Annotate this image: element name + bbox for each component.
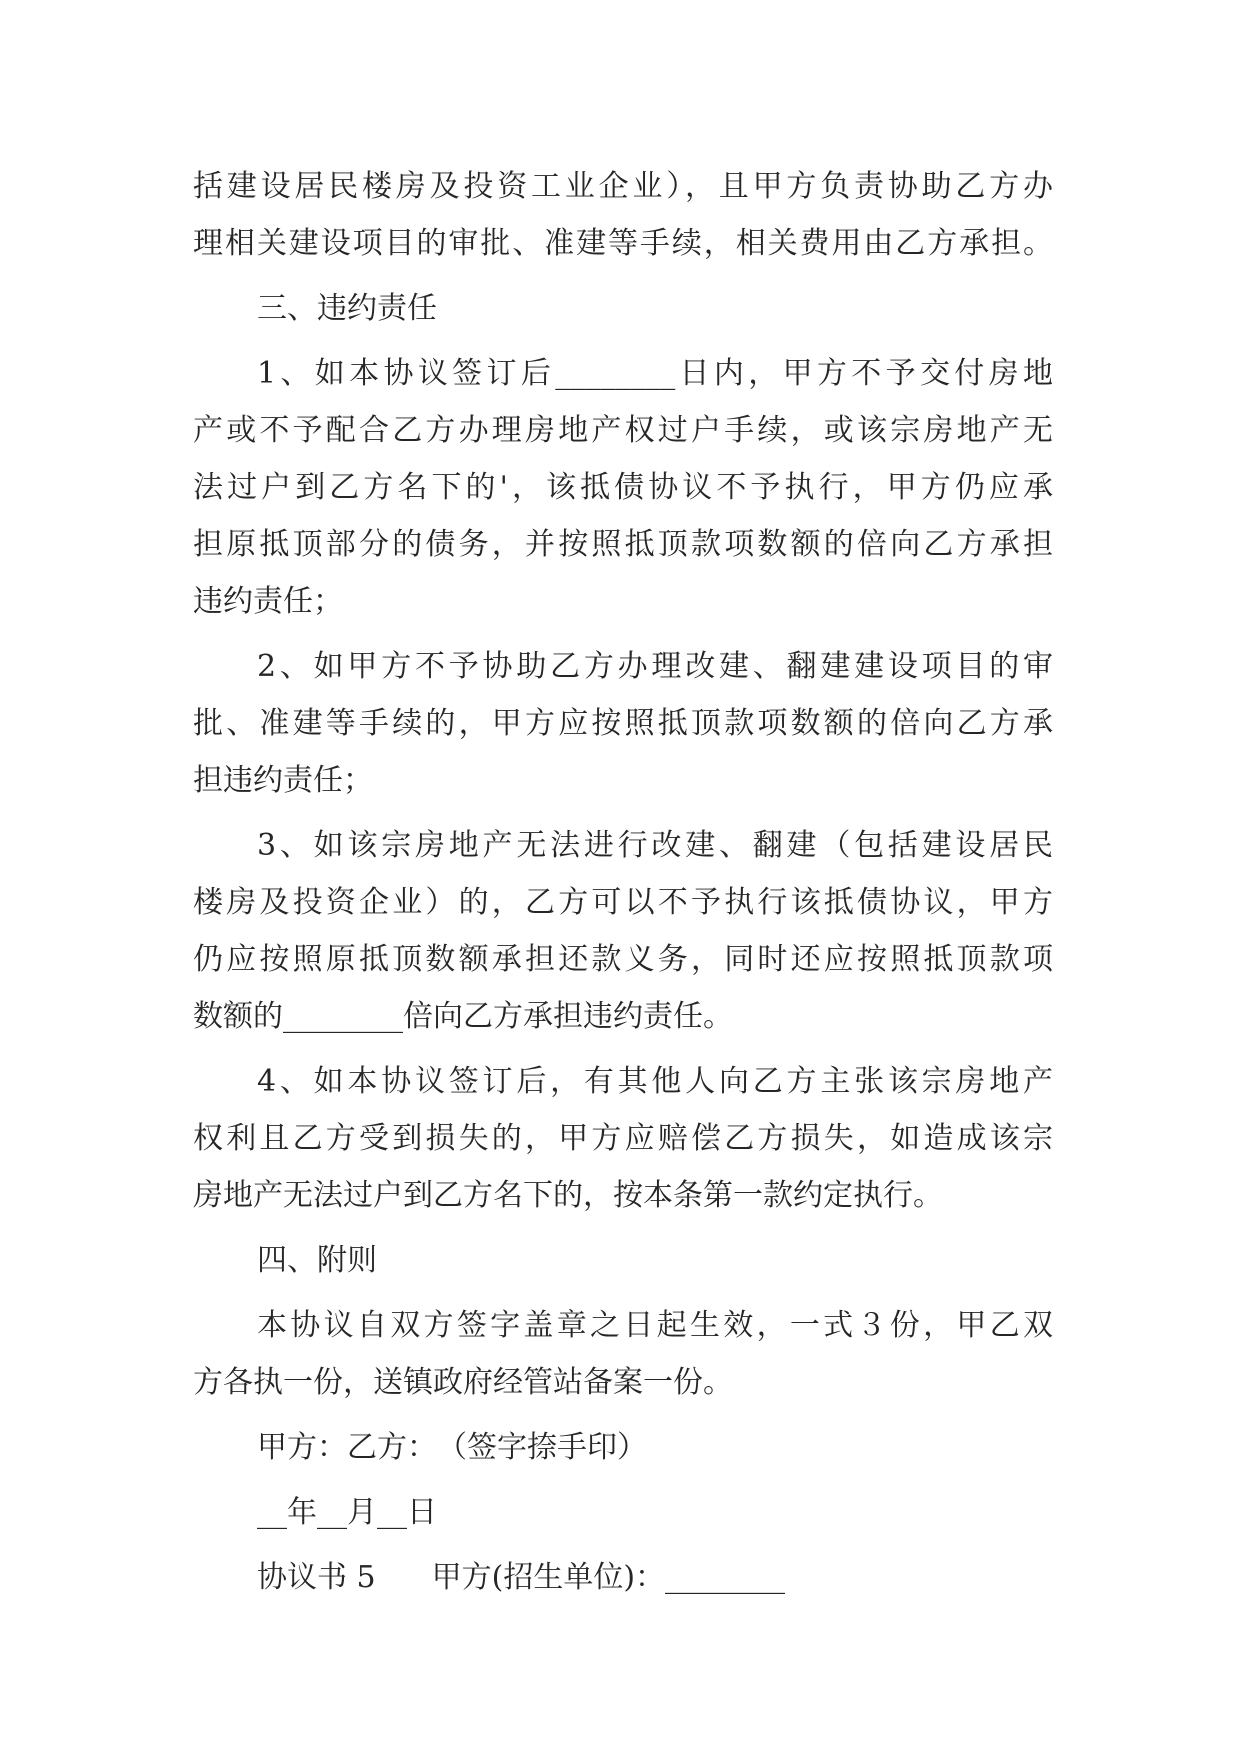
- paragraph-line: 3、如该宗房地产无法进行改建、翻建（包括建设居民: [257, 828, 1053, 863]
- section-heading: 三、违约责任: [257, 291, 437, 326]
- date-line: __年__月__日: [257, 1495, 437, 1530]
- paragraph-line: 产或不予配合乙方办理房地产权过户手续，或该宗房地产无: [193, 413, 1053, 448]
- document-page: [193, 158, 1053, 1606]
- paragraph-line: 仍应按照原抵顶数额承担还款义务，同时还应按照抵顶款项: [193, 942, 1053, 977]
- paragraph-line: 担违约责任；: [193, 763, 373, 798]
- party-a-field: 甲方(招生单位)：________: [431, 1560, 786, 1595]
- paragraph-line: 法过户到乙方名下的'，该抵债协议不予执行，甲方仍应承: [193, 470, 1053, 505]
- paragraph-line: 括建设居民楼房及投资工业企业），且甲方负责协助乙方办: [193, 169, 1053, 204]
- paragraph-line: 房地产无法过户到乙方名下的，按本条第一款约定执行。: [193, 1178, 943, 1213]
- paragraph-line: 理相关建设项目的审批、准建等手续，相关费用由乙方承担。: [193, 226, 1053, 261]
- paragraph-line: 数额的________倍向乙方承担违约责任。: [193, 999, 733, 1034]
- paragraph-line: 批、准建等手续的，甲方应按照抵顶款项数额的倍向乙方承: [193, 706, 1053, 741]
- section-heading: 四、附则: [257, 1243, 377, 1278]
- paragraph-line: 担原抵顶部分的债务，并按照抵顶款项数额的倍向乙方承担: [193, 527, 1053, 562]
- next-agreement-line: [193, 1549, 1053, 1606]
- paragraph-line: 1、如本协议签订后________日内，甲方不予交付房地: [257, 356, 1053, 391]
- paragraph-line: 4、如本协议签订后，有其他人向乙方主张该宗房地产: [257, 1064, 1053, 1099]
- paragraph-line: 本协议自双方签字盖章之日起生效，一式３份，甲乙双: [257, 1308, 1053, 1343]
- paragraph-line: 2、如甲方不予协助乙方办理改建、翻建建设项目的审: [257, 649, 1053, 684]
- paragraph-line: 权利且乙方受到损失的，甲方应赔偿乙方损失，如造成该宗: [193, 1121, 1053, 1156]
- signature-line: 甲方：乙方： （签字捺手印）: [257, 1430, 647, 1465]
- paragraph-line: 楼房及投资企业）的，乙方可以不予执行该抵债协议，甲方: [193, 885, 1053, 920]
- paragraph-line: 违约责任；: [193, 584, 343, 619]
- agreement-title: 协议书 5: [257, 1560, 376, 1595]
- paragraph-line: 方各执一份，送镇政府经管站备案一份。: [193, 1365, 733, 1400]
